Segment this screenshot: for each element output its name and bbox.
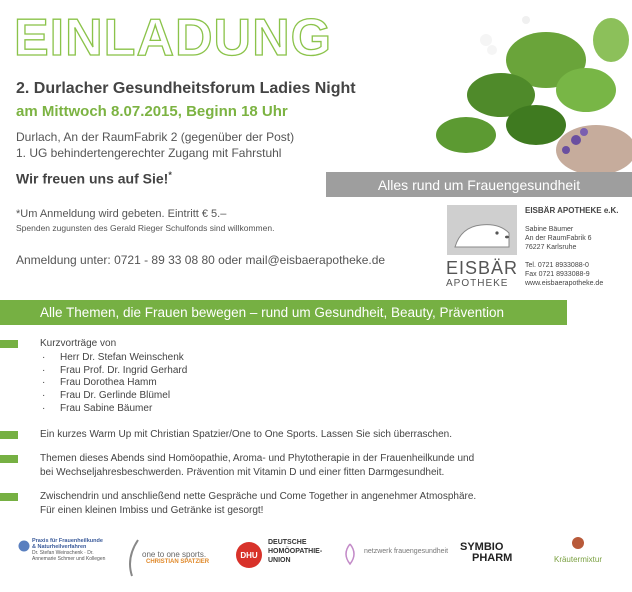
- registration-contact: Anmeldung unter: 0721 - 89 33 08 80 oder mail@eisbaerapotheke.de: [16, 253, 386, 267]
- themes-line-1: Themen dieses Abends sind Homöopathie, Aroma- und Phytotherapie in der Frauenheilkunde und: [40, 453, 475, 464]
- address-line-1: Durlach, An der RaumFabrik 2 (gegenüber der Post): [16, 130, 295, 144]
- pharmacy-web: www.eisbaerapotheke.de: [525, 280, 604, 287]
- welcome-label: Wir freuen uns auf Sie!: [16, 170, 169, 187]
- pharmacy-contact: [525, 206, 619, 288]
- one-to-one-name: one to one sports.: [142, 550, 207, 559]
- one-to-one-icon: [124, 538, 140, 578]
- speaker-item: · Herr Dr. Stefan Weinschenk: [40, 352, 187, 365]
- bullet-marker: [0, 340, 18, 348]
- address-line-2: 1. UG behindertengerechter Zugang mit Fahrstuhl: [16, 146, 282, 160]
- kraeutermixtur-icon: [571, 536, 585, 550]
- banner-green: Alle Themen, die Frauen bewegen – rund um Gesundheit, Beauty, Prävention: [0, 300, 567, 325]
- netzwerk-icon: [340, 542, 360, 566]
- closing-line-1: Zwischendrin und anschließend nette Gespräche und Come Together in angenehmer Atmosphäre.: [40, 491, 477, 502]
- event-date: am Mittwoch 8.07.2015, Beginn 18 Uhr: [16, 103, 288, 120]
- partner-symbiopharm: [460, 542, 525, 564]
- donation-note: Spenden zugunsten des Gerald Rieger Schulfonds sind willkommen.: [16, 223, 275, 233]
- symbio-line2: PHARM: [472, 552, 513, 564]
- partner-dhu: [236, 538, 336, 565]
- themes-text: [40, 452, 474, 479]
- warmup-text: Ein kurzes Warm Up mit Christian Spatzier/One to One Sports. Lassen Sie sich überraschen.: [40, 429, 453, 440]
- speaker-item: · Frau Dorothea Hamm: [40, 377, 187, 390]
- speaker-list: [40, 352, 187, 416]
- event-title: 2. Durlacher Gesundheitsforum Ladies Night: [16, 80, 356, 97]
- pharmacy-fax: Fax 0721 8933088-9: [525, 271, 590, 278]
- logo-text-eisbaer: EISBÄR: [446, 258, 519, 278]
- partner-praxis: [18, 538, 106, 562]
- bullet-marker: [0, 455, 18, 463]
- praxis-icon: [18, 540, 30, 552]
- praxis-names: Dr. Stefan Weinschenk · Dr. Annemarie Schmer und Kollegen: [32, 550, 106, 562]
- welcome-asterisk: *: [168, 170, 172, 180]
- partner-netzwerk: [340, 542, 455, 555]
- speaker-item: · Frau Dr. Gerlinde Blümel: [40, 390, 187, 403]
- pharmacy-owner: Sabine Bäumer: [525, 226, 574, 233]
- talks-heading: Kurzvorträge von: [40, 338, 117, 349]
- speaker-item: · Frau Sabine Bäumer: [40, 403, 187, 416]
- symbio-line1: SYMBIO: [460, 541, 504, 553]
- welcome-text: [16, 170, 172, 187]
- pharmacy-city: 76227 Karlsruhe: [525, 244, 577, 251]
- pharmacy-tel: Tel. 0721 8933088-0: [525, 262, 589, 269]
- pharmacy-name: EISBÄR APOTHEKE e.K.: [525, 206, 619, 215]
- bullet-marker: [0, 493, 18, 501]
- registration-note: *Um Anmeldung wird gebeten. Eintritt € 5.–: [16, 208, 227, 220]
- praxis-title: Praxis für Frauenheilkunde & Naturheilverfahren: [32, 538, 103, 550]
- dhu-name: DEUTSCHE HOMÖOPATHIE-UNION: [268, 539, 323, 564]
- speaker-item: · Frau Prof. Dr. Ingrid Gerhard: [40, 365, 187, 378]
- partner-one-to-one: [124, 538, 224, 565]
- partner-logos: [0, 530, 632, 592]
- event-address: [16, 129, 294, 161]
- one-to-one-person: CHRISTIAN SPATZIER: [146, 559, 210, 565]
- herbs-image: [426, 0, 632, 172]
- kraeutermixtur-name: Kräutermixtur: [553, 555, 602, 564]
- netzwerk-name: netzwerk frauengesundheit: [364, 548, 449, 555]
- page-title: EINLADUNG: [14, 9, 333, 67]
- themes-line-2: bei Wechseljahresbeschwerden. Prävention mit Vitamin D und einer fitten Darmgesundheit.: [40, 466, 445, 478]
- dhu-logo: DHU: [236, 542, 262, 568]
- closing-text: [40, 490, 476, 517]
- banner-grey: Alles rund um Frauengesundheit: [326, 172, 632, 197]
- pharmacy-street: An der RaumFabrik 6: [525, 235, 592, 242]
- bullet-marker: [0, 431, 18, 439]
- partner-kraeutermixtur: [538, 536, 618, 564]
- closing-line-2: Für einen kleinen Imbiss und Getränke ist gesorgt!: [40, 504, 264, 516]
- logo-text-apotheke: APOTHEKE: [446, 278, 509, 289]
